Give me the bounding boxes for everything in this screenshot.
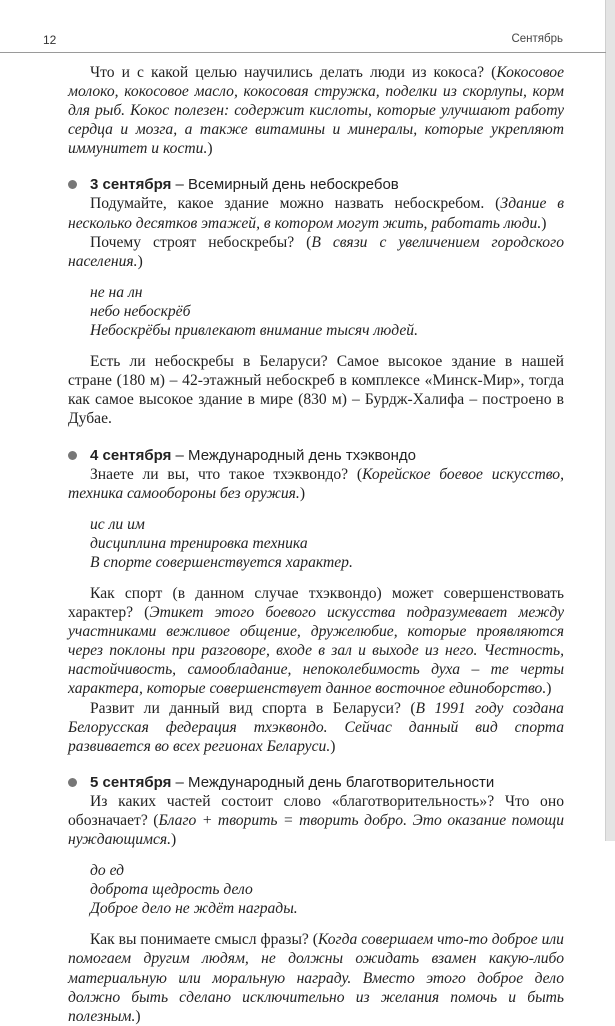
heading-title: Международный день тхэквондо [188,446,416,464]
paren: ) [207,140,213,158]
bullet-icon [68,451,77,460]
word-exercise [90,283,564,340]
qa-paragraph [68,930,564,1025]
paren: ) [541,214,547,232]
heading-title: Международный день благотворительности [188,773,495,791]
question: Что и с какой целью научились делать люди из кокоса? ( [90,64,497,81]
info-paragraph: Есть ли небоскребы в Беларуси? Самое высокое здание в нашей стране (180 м) – 42-этажный небоскреб в комплексе «Минск-Мир», тогда как самое высокое здание в мире (830 м) – Бурдж-Халифа – построено в Дубае. [68,353,564,428]
answer: Этикет этого боевого искусства подразумевает между участниками вежливое общение, дружелюбие, которые проявляются через поклоны при разговоре, входе в зал и выходе из него. Честность, настойчивость, самообладание, непоколебимость духа – те черты характера, которые совершенствует данное восточное единоборство. [68,604,564,698]
exercise-line: В спорте совершенствуется характер. [90,553,353,571]
heading-date: 5 сентября [90,773,172,791]
heading-title: Всемирный день небоскребов [188,176,399,194]
qa-paragraph [68,465,564,503]
running-title: Сентябрь [511,33,563,45]
intro-paragraph [68,63,564,158]
page-number: 12 [43,33,57,47]
answer: Кокосовое молоко, кокосовое масло, кокосовая стружка, поделки из скорлупы, корм для рыб. Кокос полезен: содержит кислоты, которые улучшают работу сердца и мозга, а также витамины и минералы, которые укрепляют иммунитет и кости. [68,64,564,158]
qa-paragraph [68,584,564,699]
question: Как спорт (в данном случае тхэквондо) может совершенствовать характер? ( [68,584,564,622]
exercise-line: ис ли им [90,515,145,533]
exercise-line: Небоскрёбы привлекают внимание тысяч людей. [90,322,418,340]
answer: Здание в несколько десятков этажей, в котором могут жить, работать люди. [68,195,564,232]
dash: – [171,773,189,791]
question: Развит ли данный вид спорта в Беларуси? ( [90,699,416,717]
bullet-icon [68,778,77,787]
qa-paragraph [68,699,564,756]
dash: – [171,446,189,464]
exercise-line: до ед [90,862,125,880]
word-exercise [90,515,564,572]
qa-paragraph [68,194,564,232]
dash: – [171,176,189,194]
paren: ) [330,737,336,755]
answer: Когда совершаем что-то доброе или помогаем другим людям, не должны ожидать взамен какую-либо материальную или моральную награду. Вместо этого доброе дело должно быть сделано исключительно из желания помочь и быть полезным. [68,931,564,1025]
qa-paragraph [68,233,564,271]
exercise-line: не на лн [90,283,143,301]
paren: ) [299,484,306,502]
question: Подумайте, какое здание можно назвать небоскребом. ( [90,195,501,213]
exercise-line: доброта щедрость дело [90,881,253,899]
exercise-line: небо небоскрёб [90,302,191,320]
paren: ) [546,680,552,698]
section-heading-sept-5 [68,773,564,792]
page-header [0,0,606,53]
paren: ) [135,1007,141,1025]
exercise-line: Доброе дело не ждёт награды. [90,900,298,918]
heading-date: 4 сентября [90,446,172,464]
answer: В 1991 году создана Белорусская федерация тхэквондо. Сейчас данный вид спорта развивается во всех регионах Беларуси. [68,699,564,755]
question: Почему строят небоскребы? ( [90,233,312,251]
page-body [68,63,564,1026]
word-exercise [90,861,564,918]
paren: ) [137,252,143,270]
bullet-icon [68,180,77,189]
question: Знаете ли вы, что такое тхэквондо? ( [90,465,363,483]
question: Как вы понимаете смысл фразы? ( [90,931,318,949]
paren: ) [171,831,177,848]
heading-date: 3 сентября [90,176,172,194]
exercise-line: дисциплина тренировка техника [90,534,308,552]
page-edge [605,0,615,841]
answer: Корейское боевое искусство, техника самообороны без оружия. [68,465,564,502]
answer: Благо + творить = творить добро. Это оказание помощи нуждающимся. [68,811,565,848]
question: Из каких частей состоит слово «благотворительность»? Что оно обозначает? ( [68,792,564,829]
answer: В связи с увеличением городского населения. [68,233,564,270]
section-heading-sept-3 [68,175,564,194]
section-heading-sept-4 [68,446,564,465]
